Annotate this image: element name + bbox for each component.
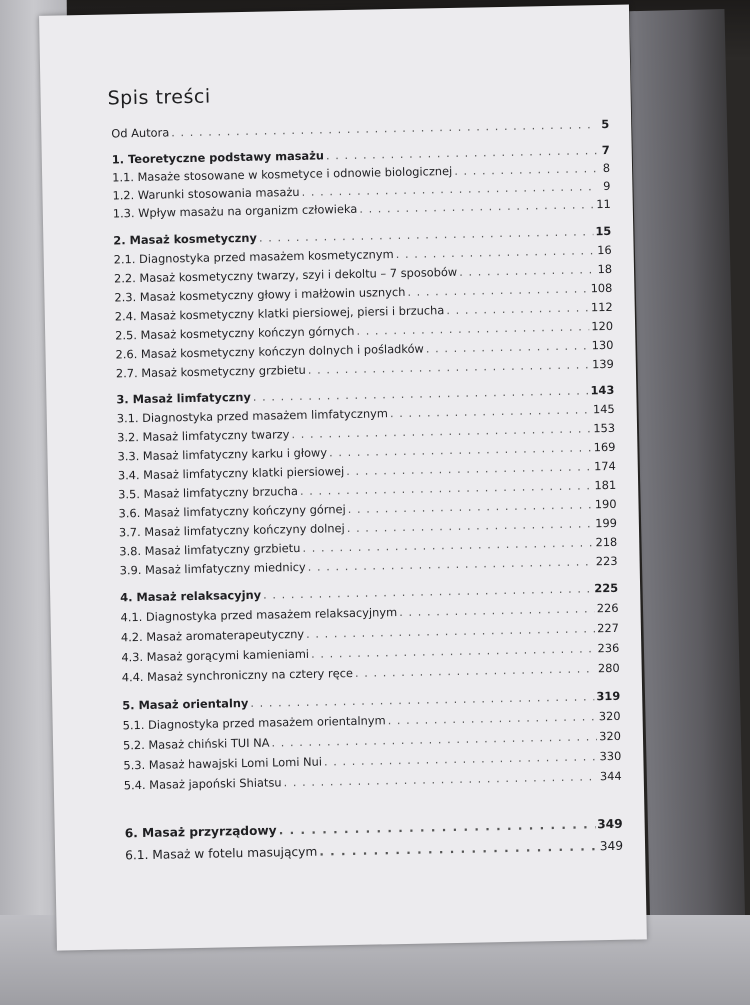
toc-entry-2-7 <box>116 357 614 381</box>
toc-leader <box>396 243 596 261</box>
book-page <box>39 5 647 951</box>
toc-leader <box>326 143 598 162</box>
toc-chapter-5 <box>122 689 620 713</box>
toc-leader <box>346 459 592 478</box>
toc-entry-page: 9 <box>603 178 611 194</box>
toc-entry-text: 3.2. Masaż limfatyczny twarzy <box>117 427 290 445</box>
toc-leader <box>263 581 593 601</box>
toc-entry-5-4 <box>124 769 622 793</box>
toc-entry-page: 174 <box>593 458 616 474</box>
toc-entry-text: 6. Masaż przyrządowy <box>124 823 277 841</box>
toc-entry-text: 1. Teoretyczne podstawy masażu <box>111 148 325 167</box>
toc-entry-text: 5.4. Masaż japoński Shiatsu <box>123 775 282 793</box>
toc-entry-page: 15 <box>595 223 612 239</box>
toc-entry-text: Od Autora <box>111 125 170 141</box>
toc-entry-page: 280 <box>597 660 620 676</box>
toc-leader <box>283 769 598 789</box>
toc-entry-page: 130 <box>591 337 614 353</box>
toc-entry-text: 2.7. Masaż kosmetyczny grzbietu <box>115 362 306 381</box>
toc-entry-text: 2.5. Masaż kosmetyczny kończyn górnych <box>115 323 355 343</box>
toc-entry-text: 6.1. Masaż w fotelu masującym <box>125 844 318 863</box>
toc-leader <box>308 357 591 376</box>
toc-entry-text: 3.3. Masaż limfatyczny karku i głowy <box>117 445 328 464</box>
toc-entry-page: 330 <box>599 748 622 764</box>
toc-leader <box>311 641 596 660</box>
toc-entry-page: 349 <box>597 816 623 832</box>
toc-entry-page: 169 <box>593 439 616 455</box>
toc-entry-text: 3.5. Masaż limfatyczny brzucha <box>118 483 299 502</box>
toc-chapter-6 <box>125 817 623 841</box>
toc-entry-text: 1.1. Masaże stosowane w kosmetyce i odnowie biologicznej <box>112 163 453 185</box>
toc-entry-page: 112 <box>590 299 613 315</box>
toc-entry-text: 3.9. Masaż limfatyczny miednicy <box>119 559 306 578</box>
toc-leader <box>300 478 593 498</box>
toc-entry-5-3 <box>123 749 621 773</box>
toc-entry-text: 3.8. Masaż limfatyczny grzbietu <box>119 540 301 559</box>
toc-leader <box>291 421 591 441</box>
toc-entry-text: 5. Masaż orientalny <box>122 695 249 713</box>
toc-entry-page: 320 <box>598 708 621 724</box>
toc-entry-text: 2.2. Masaż kosmetyczny twarzy, szyi i dekoltu – 7 sposobów <box>113 264 458 286</box>
toc-entry-page: 139 <box>591 356 614 372</box>
toc-entry-page: 349 <box>599 838 624 854</box>
toc-entry-text: 1.3. Wpływ masażu na organizm człowieka <box>112 201 358 221</box>
toc-leader <box>356 319 589 337</box>
toc-leader <box>250 689 594 710</box>
toc-entry-text: 2.6. Masaż kosmetyczny kończyn dolnych i pośladków <box>115 341 424 362</box>
toc-entry-page: 227 <box>597 620 620 636</box>
toc-entry-page: 225 <box>594 580 619 596</box>
toc-leader <box>308 554 594 573</box>
toc-leader <box>324 749 598 768</box>
toc-leader <box>390 402 591 420</box>
toc-title: Spis treści <box>107 85 211 110</box>
toc-entry-text: 3.7. Masaż limfatyczny kończyny dolnej <box>118 521 345 540</box>
toc-entry-text: 3.4. Masaż limfatyczny klatki piersiowej <box>117 464 345 483</box>
toc-leader <box>253 383 589 403</box>
toc-entry-text: 4.3. Masaż gorącymi kamieniami <box>121 646 310 665</box>
toc-entry-page: 199 <box>594 515 618 531</box>
toc-leader <box>319 839 598 858</box>
toc-entry-page: 344 <box>599 768 622 784</box>
toc-entry-page: 143 <box>590 382 615 398</box>
toc-leader <box>306 621 595 641</box>
toc-entry-text: 2. Masaż kosmetyczny <box>113 230 258 248</box>
toc-entry-4-4 <box>122 661 620 685</box>
toc-leader <box>399 601 595 619</box>
toc-leader <box>459 262 596 279</box>
toc-entry-text: 4.1. Diagnostyka przed masażem relaksacyjnym <box>120 605 398 625</box>
toc-entry-4-2 <box>121 621 619 645</box>
toc-entry-text: 3. Masaż limfatyczny <box>116 389 251 407</box>
toc-entry-page: 18 <box>597 261 613 277</box>
toc-entry-text: 5.2. Masaż chiński TUI NA <box>122 735 270 753</box>
toc-leader <box>348 497 593 516</box>
toc-leader <box>387 709 596 727</box>
toc-entry-page: 11 <box>596 196 611 212</box>
toc-leader <box>454 161 598 178</box>
toc-leader <box>347 516 594 535</box>
toc-entry-page: 190 <box>594 496 617 512</box>
toc-leader <box>301 179 598 199</box>
toc-leader <box>302 535 593 555</box>
right-page-stack <box>629 9 745 941</box>
toc-entry-4-1 <box>120 601 618 625</box>
toc-entry-page: 319 <box>596 688 621 704</box>
toc-entry-text: 2.4. Masaż kosmetyczny klatki piersiowej, piersi i brzucha <box>114 303 445 324</box>
toc-entry-text: 4.4. Masaż synchroniczny na cztery ręce <box>121 665 354 685</box>
toc-entry-page: 153 <box>593 420 616 436</box>
toc-entry-text: 1.2. Warunki stosowania masażu <box>112 184 300 203</box>
toc-entry-page: 120 <box>591 318 614 334</box>
toc-leader <box>171 117 597 139</box>
toc-entry-4-3 <box>121 641 619 665</box>
toc-leader <box>355 661 596 680</box>
toc-entry-text: 2.1. Diagnostyka przed masażem kosmetycznym <box>113 247 394 267</box>
toc-entry-text: 3.6. Masaż limfatyczny kończyny górnej <box>118 502 346 521</box>
toc-leader <box>259 224 594 244</box>
toc-entry-5-1 <box>123 709 621 733</box>
toc-entry-text: 4.2. Masaż aromaterapeutyczny <box>120 626 305 645</box>
toc-entry-page: 236 <box>597 640 620 656</box>
toc-entry-3-9 <box>120 554 618 578</box>
toc-leader <box>359 197 594 216</box>
toc-entry-page: 8 <box>602 160 611 176</box>
toc-entry-page: 145 <box>592 401 615 417</box>
toc-entry-page: 226 <box>596 600 619 616</box>
toc-leader <box>426 338 590 355</box>
toc-entry-text: 3.1. Diagnostyka przed masażem limfatycznym <box>116 406 389 426</box>
toc-entry-page: 7 <box>601 142 610 158</box>
toc-entry-text: 2.3. Masaż kosmetyczny głowy i małżowin usznych <box>114 284 406 305</box>
toc-entry-foreword <box>111 117 609 141</box>
toc-entry-page: 181 <box>594 477 617 493</box>
toc-leader <box>407 281 589 298</box>
toc-entry-6-1 <box>125 839 623 863</box>
toc-leader <box>329 440 592 459</box>
toc-leader <box>446 300 589 317</box>
toc-entry-page: 218 <box>595 534 618 550</box>
toc-leader <box>279 817 596 837</box>
toc-chapter-4 <box>120 581 618 605</box>
toc-entry-text: 5.1. Diagnostyka przed masażem orientalnym <box>122 713 386 733</box>
toc-entry-text: 4. Masaż relaksacyjny <box>120 587 262 605</box>
toc-entry-page: 320 <box>599 728 622 744</box>
toc-entry-text: 5.3. Masaż hawajski Lomi Lomi Nui <box>123 754 323 773</box>
toc-entry-page: 16 <box>596 242 612 258</box>
toc-entry-page: 108 <box>590 280 613 296</box>
toc-leader <box>271 729 597 749</box>
toc-entry-page: 223 <box>595 553 618 569</box>
toc-entry-page: 5 <box>601 116 610 132</box>
toc-entry-5-2 <box>123 729 621 753</box>
